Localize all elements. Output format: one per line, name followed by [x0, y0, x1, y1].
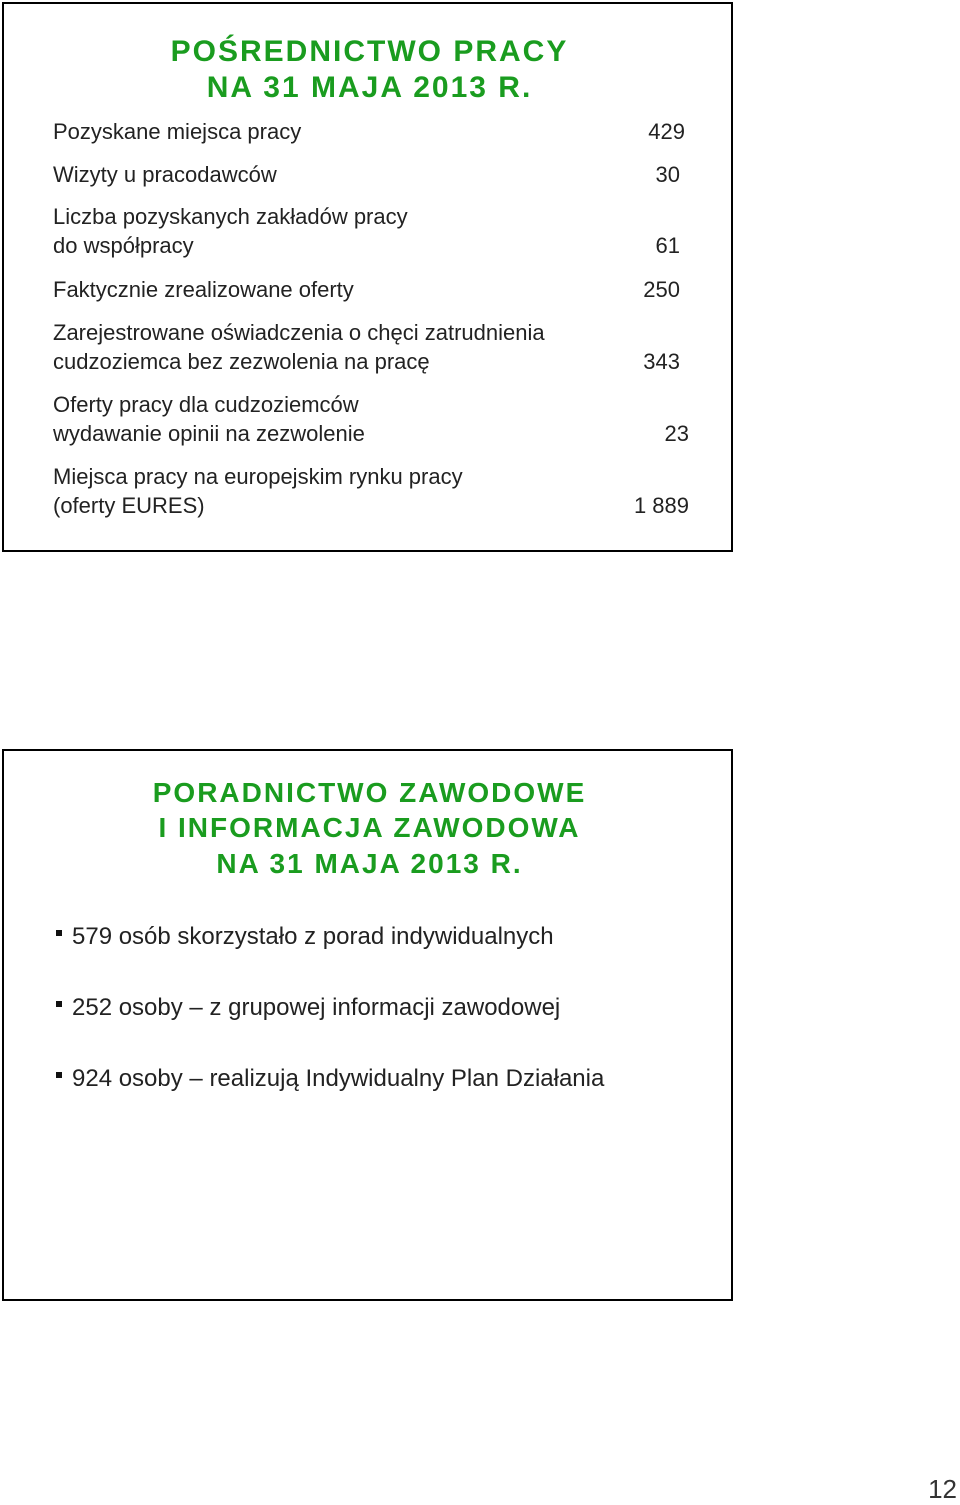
- stat-label-continued: do współpracy: [53, 233, 194, 258]
- stat-row: [53, 117, 693, 146]
- slide2-title-line1: PORADNICTWO ZAWODOWE: [152, 777, 587, 808]
- slide2-title-line2: I INFORMACJA ZAWODOWA: [158, 812, 581, 843]
- slide-posrednictwo-pracy: [2, 2, 733, 552]
- stat-label: Liczba pozyskanych zakładów pracy: [53, 204, 408, 229]
- stat-row: [53, 390, 693, 448]
- stat-value: 429: [648, 119, 685, 144]
- slide1-title-line2: NA 31 MAJA 2013 R.: [206, 71, 533, 104]
- page-number: 12: [928, 1474, 957, 1504]
- bullet-text: 579 osób skorzystało z porad indywidualnych: [72, 923, 554, 950]
- stat-label: Faktycznie zrealizowane oferty: [53, 277, 354, 302]
- stat-value: 30: [655, 162, 680, 187]
- bullet-square-icon: [56, 930, 62, 936]
- stat-label-continued: (oferty EURES): [53, 493, 205, 518]
- stat-row: [53, 318, 693, 376]
- stat-value: 1 889: [633, 493, 689, 518]
- stat-row: [53, 275, 693, 304]
- bullet-text: 924 osoby – realizują Indywidualny Plan Działania: [72, 1065, 605, 1092]
- stat-label: Miejsca pracy na europejskim rynku pracy: [53, 464, 463, 489]
- stat-row: [53, 202, 693, 260]
- stat-label-continued: cudzoziemca bez zezwolenia na pracę: [53, 349, 430, 374]
- stat-value: 61: [655, 233, 680, 258]
- slide-poradnictwo-zawodowe: [2, 749, 733, 1301]
- stat-label: Oferty pracy dla cudzoziemców: [53, 392, 359, 417]
- bullet-square-icon: [56, 1072, 62, 1078]
- stat-value: 23: [664, 421, 689, 446]
- stat-label-continued: wydawanie opinii na zezwolenie: [53, 421, 365, 446]
- slide1-title-line1: POŚREDNICTWO PRACY: [170, 35, 569, 68]
- bullet-item: [56, 922, 554, 952]
- bullet-item: [56, 1064, 604, 1094]
- bullet-text: 252 osoby – z grupowej informacji zawodowej: [72, 994, 561, 1021]
- stat-value: 343: [643, 349, 680, 374]
- bullet-item: [56, 993, 560, 1023]
- stat-row: [53, 462, 693, 520]
- stat-label: Zarejestrowane oświadczenia o chęci zatrudnienia: [53, 320, 545, 345]
- stat-label: Pozyskane miejsca pracy: [53, 119, 302, 144]
- stat-value: 250: [643, 277, 680, 302]
- stat-label: Wizyty u pracodawców: [53, 162, 277, 187]
- bullet-square-icon: [56, 1001, 62, 1007]
- stat-row: [53, 160, 693, 189]
- slide2-title-line3: NA 31 MAJA 2013 R.: [216, 848, 523, 879]
